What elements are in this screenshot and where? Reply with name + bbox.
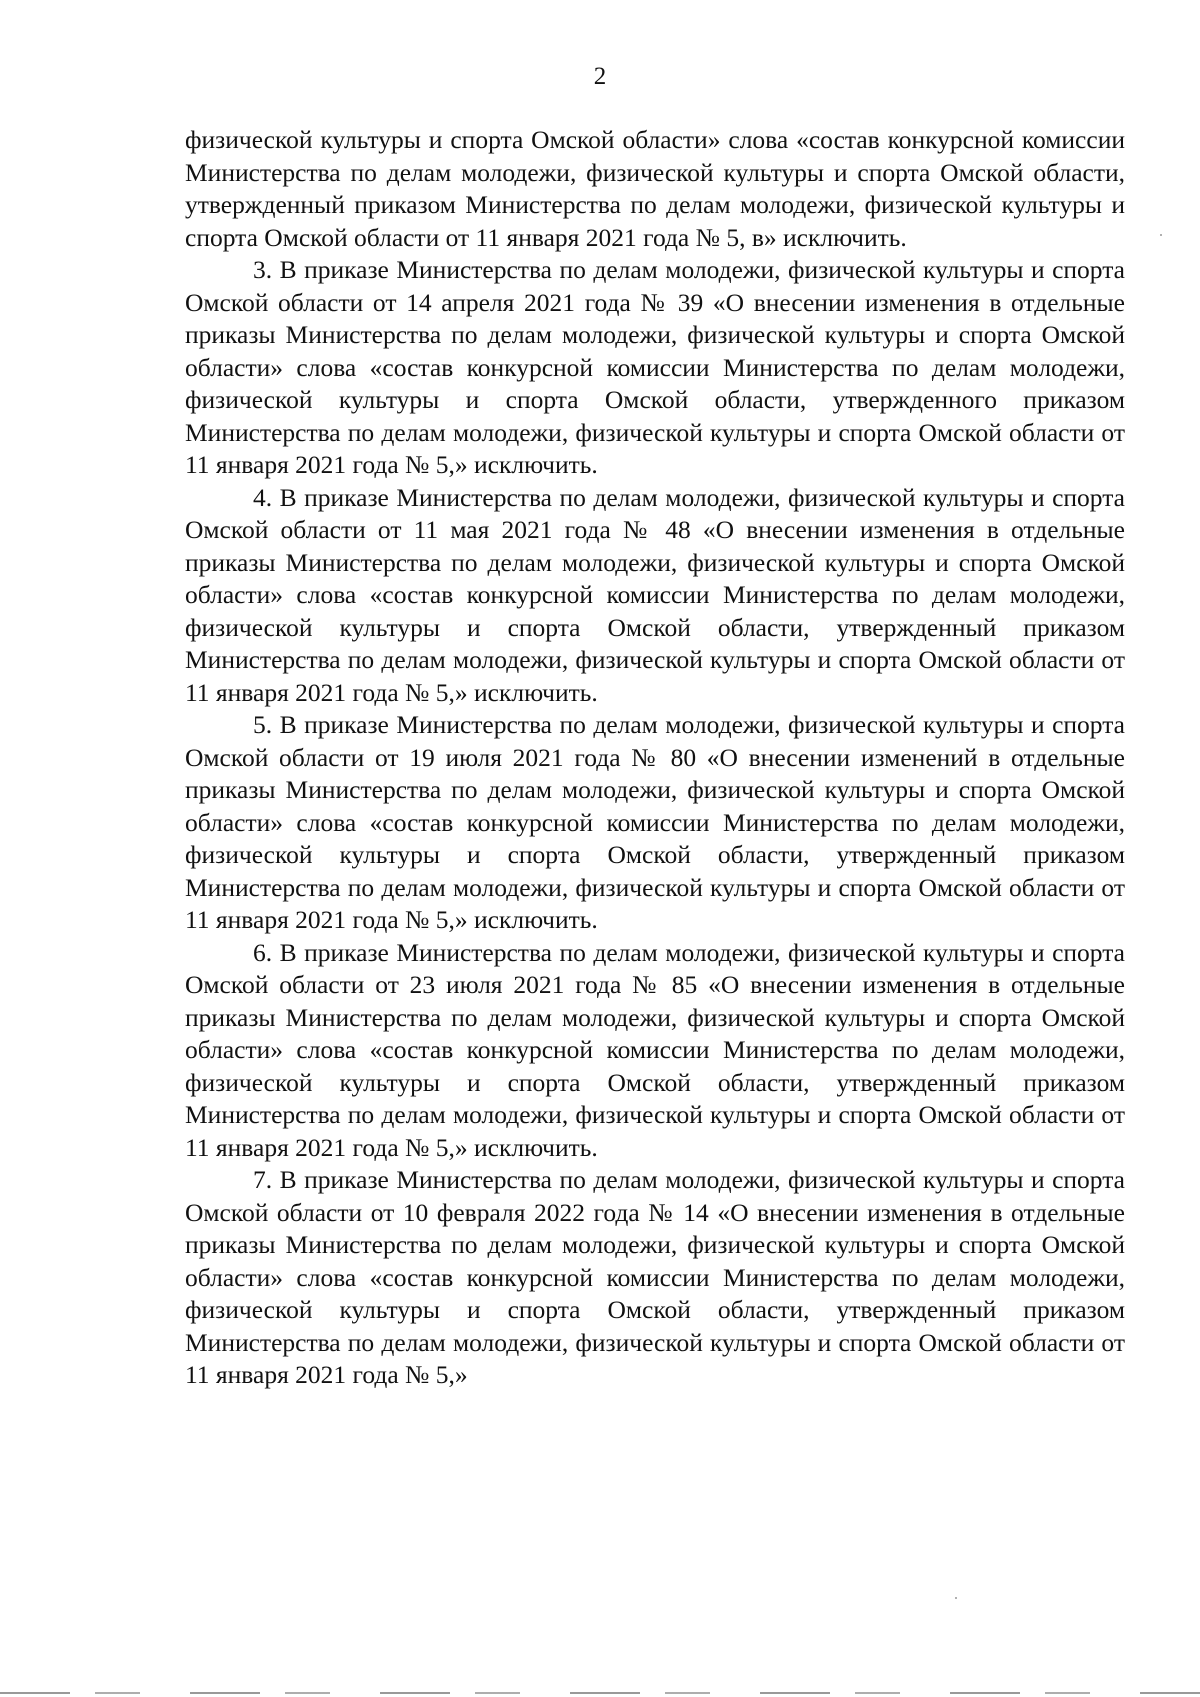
paragraph-item-4: 4. В приказе Министерства по делам молодежи, физической культуры и спорта Омской области от 11 мая 2021 года № 48 «О внесении изменения в отдельные приказы Министерства по делам молодежи, физической культуры и спорта Омской области» слова «состав конкурсной комиссии Министерства по делам молодежи, физической культуры и спорта Омской области, утвержденный приказом Министерства по делам молодежи, физической культуры и спорта Омской области от 11 января 2021 года № 5,» исключить. bbox=[185, 482, 1125, 707]
scan-edge-line bbox=[0, 1692, 1200, 1694]
scan-speck bbox=[955, 1597, 957, 1599]
paragraph-item-7: 7. В приказе Министерства по делам молодежи, физической культуры и спорта Омской области от 10 февраля 2022 года № 14 «О внесении изменения в отдельные приказы Министерства по делам молодежи, физической культуры и спорта Омской области» слова «состав конкурсной комиссии Министерства по делам молодежи, физической культуры и спорта Омской области, утвержденный приказом Министерства по делам молодежи, физической культуры и спорта Омской области от 11 января 2021 года № 5,» bbox=[185, 1165, 1125, 1389]
paragraph-item-3: 3. В приказе Министерства по делам молодежи, физической культуры и спорта Омской области от 14 апреля 2021 года № 39 «О внесении изменения в отдельные приказы Министерства по делам молодежи, физической культуры и спорта Омской области» слова «состав конкурсной комиссии Министерства по делам молодежи, физической культуры и спорта Омской области, утвержденного приказом Министерства по делам молодежи, физической культуры и спорта Омской области от 11 января 2021 года № 5,» исключить. bbox=[185, 255, 1125, 479]
document-body bbox=[185, 124, 1125, 1392]
paragraph-item-6: 6. В приказе Министерства по делам молодежи, физической культуры и спорта Омской области от 23 июля 2021 года № 85 «О внесении изменения в отдельные приказы Министерства по делам молодежи, физической культуры и спорта Омской области» слова «состав конкурсной комиссии Министерства по делам молодежи, физической культуры и спорта Омской области, утвержденный приказом Министерства по делам молодежи, физической культуры и спорта Омской области от 11 января 2021 года № 5,» исключить. bbox=[185, 937, 1125, 1162]
paragraph-continuation: физической культуры и спорта Омской области» слова «состав конкурсной комиссии Министерства по делам молодежи, физической культуры и спорта Омской области, утвержденный приказом Министерства по делам молодежи, физической культуры и спорта Омской области от 11 января 2021 года № 5, в» исключить. bbox=[185, 125, 1125, 252]
paragraph-item-5: 5. В приказе Министерства по делам молодежи, физической культуры и спорта Омской области от 19 июля 2021 года № 80 «О внесении изменений в отдельные приказы Министерства по делам молодежи, физической культуры и спорта Омской области» слова «состав конкурсной комиссии Министерства по делам молодежи, физической культуры и спорта Омской области, утвержденный приказом Министерства по делам молодежи, физической культуры и спорта Омской области от 11 января 2021 года № 5,» исключить. bbox=[185, 710, 1125, 934]
page-number: 2 bbox=[593, 63, 607, 90]
scan-speck bbox=[1160, 234, 1162, 236]
